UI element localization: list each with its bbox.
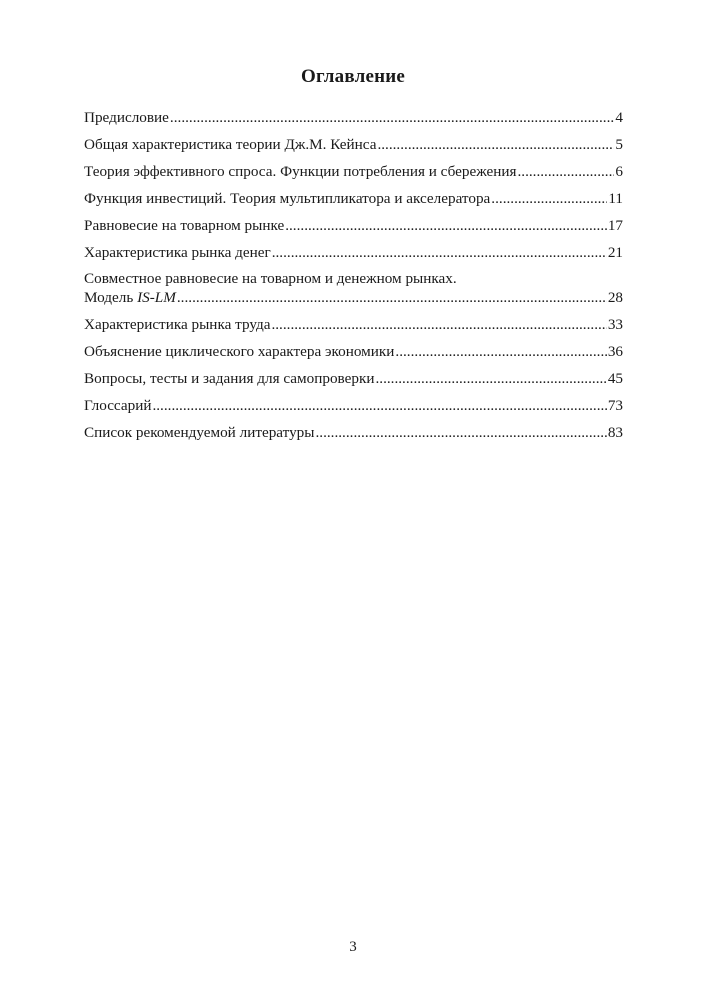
toc-entry-label-prefix: Модель — [84, 289, 138, 306]
toc-entry-references[interactable] — [84, 423, 623, 443]
toc-entry-label: Характеристика рынка труда — [84, 316, 271, 333]
toc-entry-label: Предисловие — [84, 109, 169, 126]
toc-entry-label: Вопросы, тесты и задания для самопроверки — [84, 370, 375, 387]
toc-entry-label: Общая характеристика теории Дж.М. Кейнса — [84, 136, 377, 153]
toc-heading: Оглавление — [300, 66, 406, 87]
toc-entry-page: 17 — [607, 217, 623, 234]
toc-dot-leader — [272, 243, 607, 263]
toc-dot-leader — [170, 108, 614, 128]
toc-entry-business-cycle[interactable] — [84, 342, 623, 362]
toc-entry-label: Характеристика рынка денег — [84, 244, 271, 261]
toc-entry-effective-demand[interactable] — [84, 162, 623, 182]
toc-entry-page: 83 — [607, 424, 623, 441]
toc-entry-label: Объяснение циклического характера экономики — [84, 343, 395, 360]
toc-entry-label: Функция инвестиций. Теория мультипликатора и акселератора — [84, 190, 491, 207]
toc-entry-page: 11 — [608, 190, 623, 207]
toc-entry-label-italic: IS-LM — [137, 289, 176, 306]
toc-dot-leader — [375, 369, 606, 389]
toc-dot-leader — [285, 216, 607, 236]
toc-entry-preface[interactable] — [84, 108, 623, 128]
toc-dot-leader — [517, 162, 614, 182]
toc-entry-money-market[interactable] — [84, 243, 623, 263]
toc-dot-leader — [152, 396, 606, 416]
page-number: 3 — [349, 939, 357, 955]
table-of-contents — [84, 108, 623, 450]
toc-entry-page: 21 — [607, 244, 623, 261]
toc-entry-label-line-1: Совместное равновесие на товарном и денежном рынках. — [84, 270, 457, 287]
toc-entry-is-lm[interactable] — [84, 270, 623, 308]
toc-entry-investment-function[interactable] — [84, 189, 623, 209]
toc-entry-label: Равновесие на товарном рынке — [84, 217, 285, 234]
toc-entry-goods-market-equilibrium[interactable] — [84, 216, 623, 236]
toc-dot-leader — [315, 423, 606, 443]
toc-entry-page: 5 — [615, 136, 623, 153]
toc-entry-page: 33 — [607, 316, 623, 333]
toc-entry-label: Список рекомендуемой литературы — [84, 424, 315, 441]
toc-entry-glossary[interactable] — [84, 396, 623, 416]
toc-entry-page: 28 — [607, 289, 623, 306]
toc-entry-label: Теория эффективного спроса. Функции потребления и сбережения — [84, 163, 517, 180]
toc-entry-page: 4 — [615, 109, 623, 126]
toc-dot-leader — [377, 135, 614, 155]
toc-dot-leader — [395, 342, 606, 362]
toc-entry-page: 45 — [607, 370, 623, 387]
toc-entry-labor-market[interactable] — [84, 315, 623, 335]
toc-entry-keynes-overview[interactable] — [84, 135, 623, 155]
toc-dot-leader — [177, 288, 607, 308]
toc-entry-page: 73 — [607, 397, 623, 414]
toc-entry-label: Глоссарий — [84, 397, 152, 414]
toc-entry-page: 6 — [615, 163, 623, 180]
toc-entry-page: 36 — [607, 343, 623, 360]
toc-entry-label-line-2 — [84, 288, 176, 308]
toc-entry-self-check[interactable] — [84, 369, 623, 389]
toc-dot-leader — [271, 315, 606, 335]
toc-dot-leader — [491, 189, 607, 209]
